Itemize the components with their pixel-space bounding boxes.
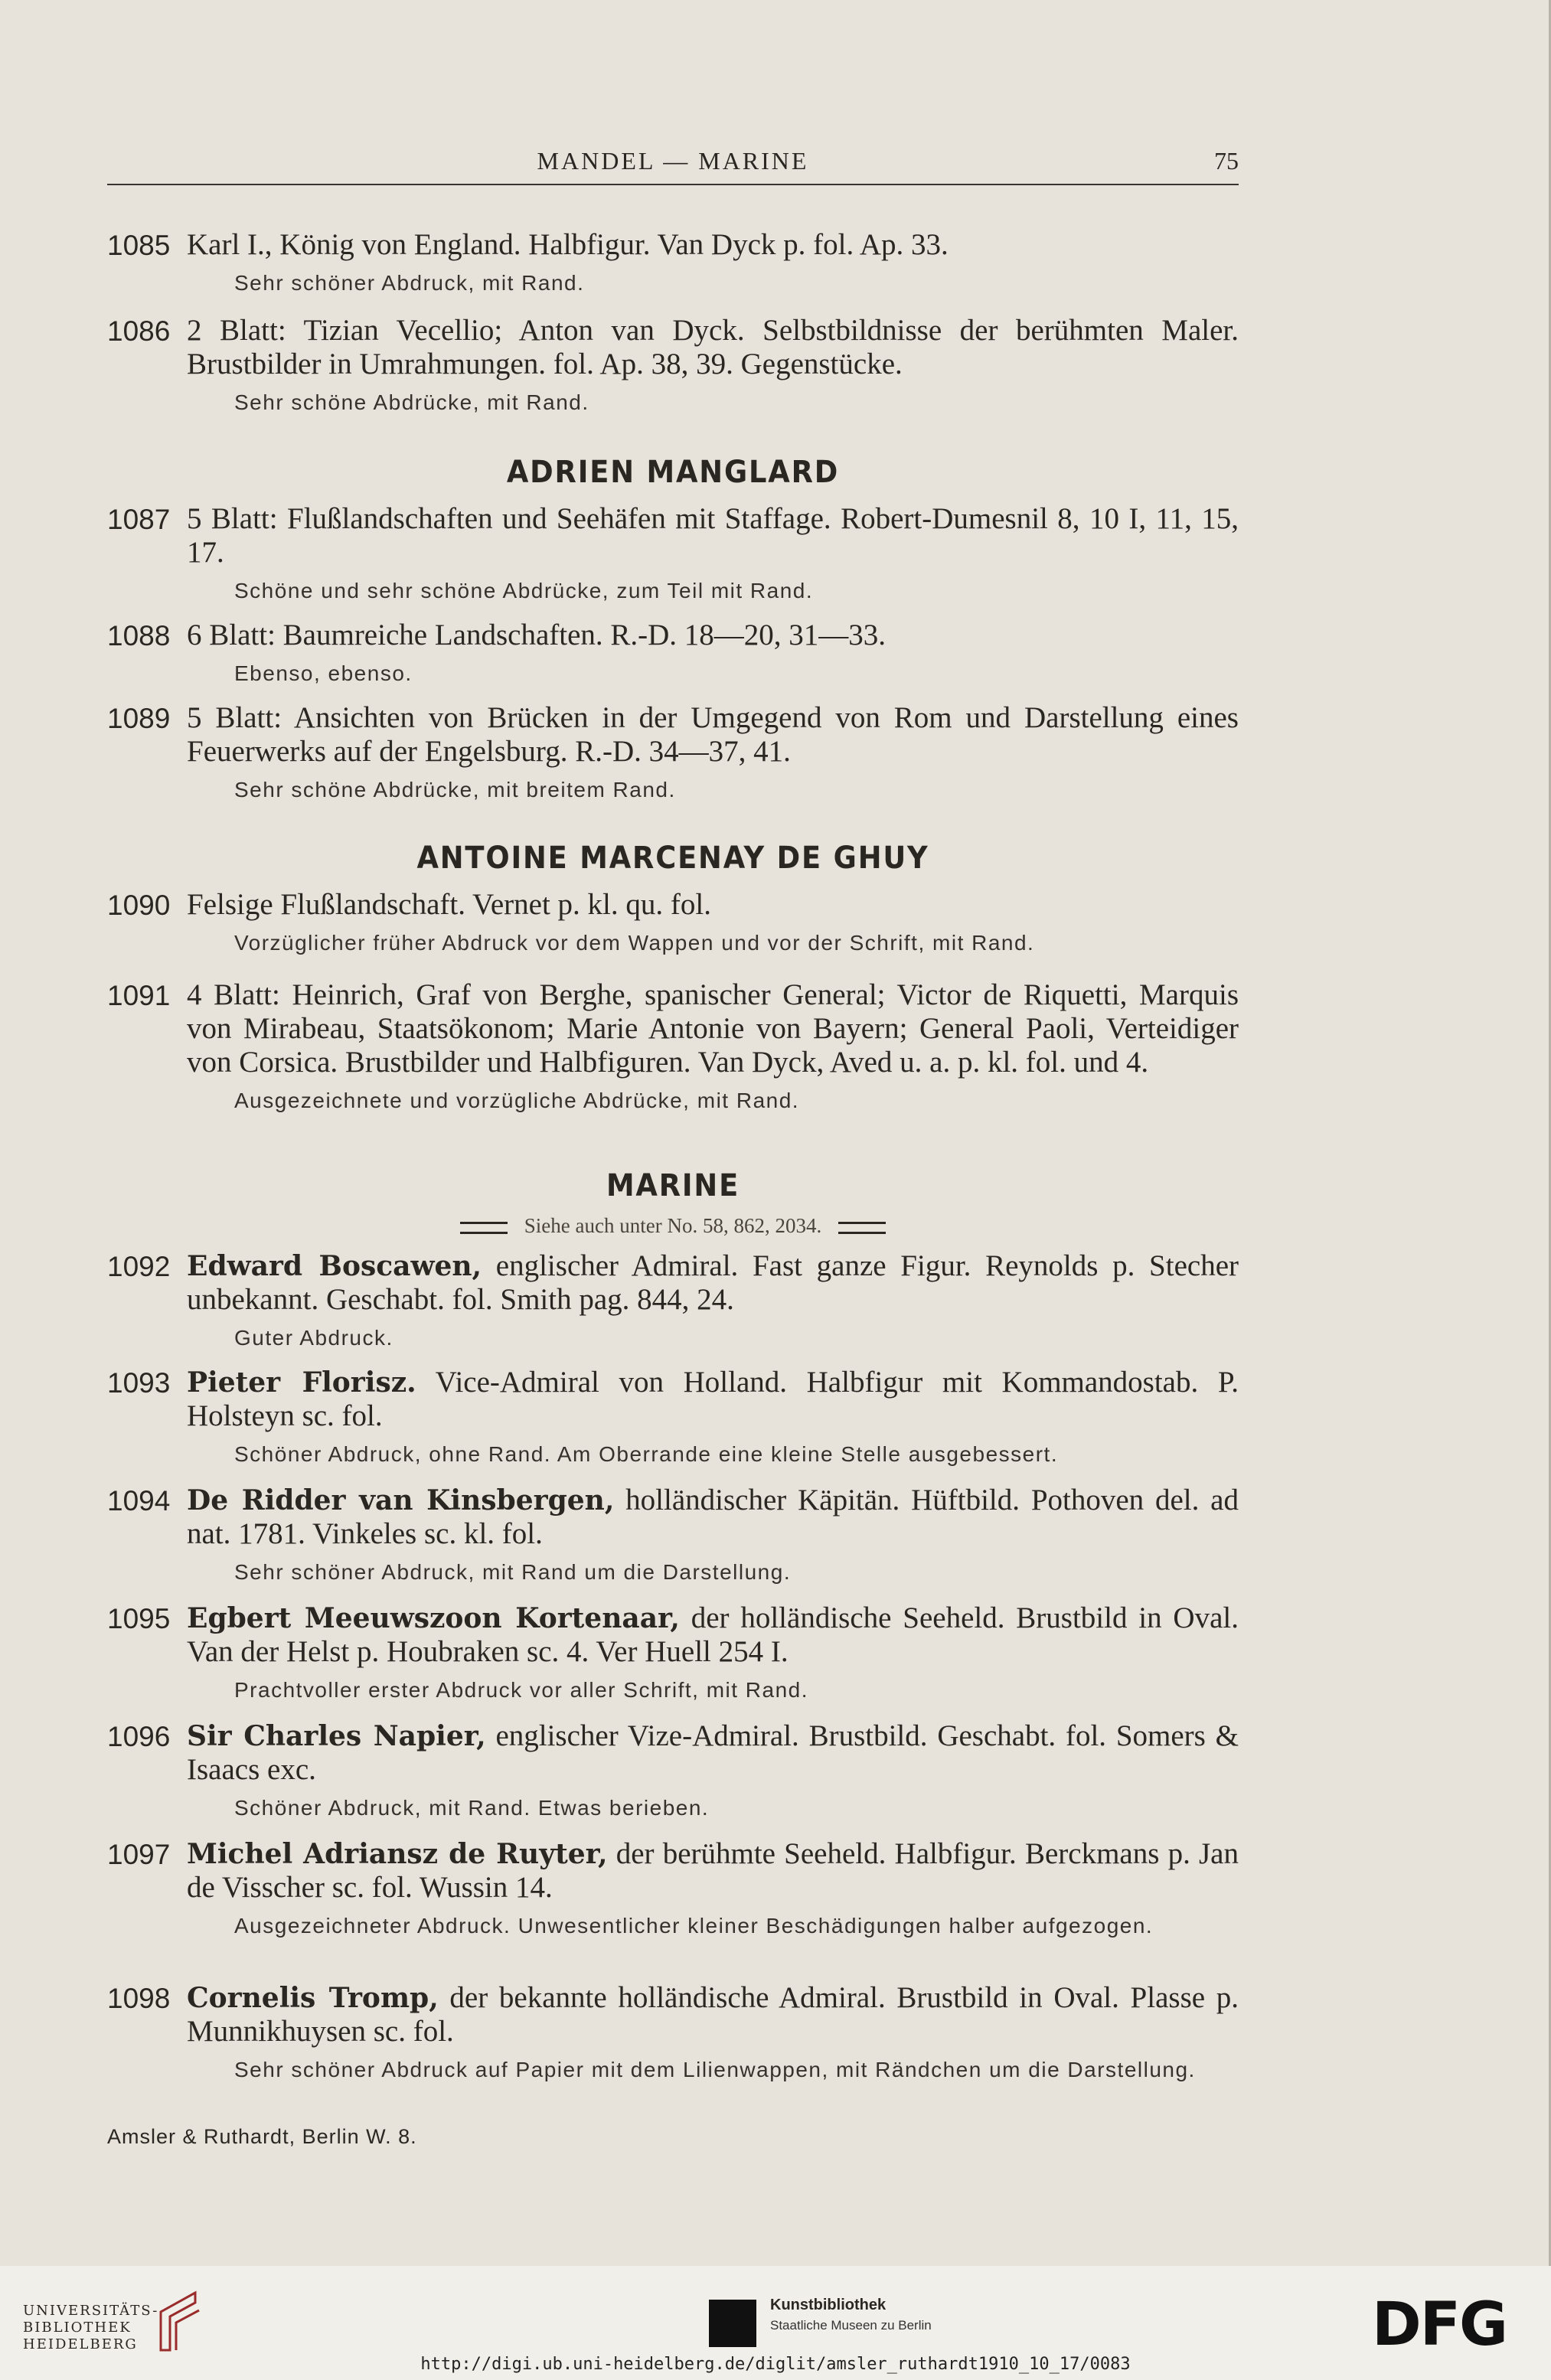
ub-logo-line: BIBLIOTHEK <box>23 2320 132 2336</box>
entry-note: Sehr schöne Abdrücke, mit breitem Rand. <box>234 778 676 801</box>
catalog-entry <box>107 978 1239 1115</box>
ub-heidelberg-logo[interactable] <box>23 2303 158 2353</box>
entry-note: Ausgezeichneter Abdruck. Unwesentlicher kleiner Beschädigungen halber aufgezogen. <box>234 1914 1154 1938</box>
catalog-entry <box>107 502 1239 605</box>
entry-number: 1089 <box>107 703 171 734</box>
entry-number: 1092 <box>107 1251 171 1282</box>
ub-logo-line: HEIDELBERG <box>23 2336 138 2352</box>
artist-heading: ANTOINE MARCENAY DE GHUY <box>416 841 929 876</box>
entry-text <box>187 1981 1239 2049</box>
catalog-entry <box>107 1484 1239 1586</box>
catalog-entry <box>107 1837 1239 1940</box>
entry-text: 6 Blatt: Baumreiche Landschaften. R.-D. 18—20, 31—33. <box>187 619 887 651</box>
printer-imprint: Amsler & Ruthardt, Berlin W. 8. <box>107 2125 417 2148</box>
catalog-entry <box>107 701 1239 804</box>
entry-name: Egbert Meeuwszoon Kortenaar, <box>187 1602 680 1634</box>
entry-number: 1096 <box>107 1721 171 1752</box>
entry-note: Ebenso, ebenso. <box>234 661 413 685</box>
entry-number: 1086 <box>107 315 171 347</box>
dfg-logo[interactable]: DFG <box>1372 2290 1507 2359</box>
entry-number: 1097 <box>107 1839 171 1870</box>
catalog-entry <box>107 1249 1239 1352</box>
entry-number: 1091 <box>107 980 171 1011</box>
entry-number: 1098 <box>107 1983 171 2014</box>
artist-heading: ADRIEN MANGLARD <box>506 455 840 490</box>
catalog-entry <box>107 314 1239 416</box>
running-title: MANDEL — MARINE <box>537 147 809 175</box>
entry-description: englischer Vize-Admiral. Brustbild. Geschabt. fol. Somers & Isaacs exc. <box>187 1719 1239 1786</box>
see-also-text: Siehe auch unter No. 58, 862, 2034. <box>524 1214 822 1237</box>
catalog-entry <box>107 1981 1239 2084</box>
see-also-line <box>107 1214 1239 1238</box>
entry-note: Sehr schöner Abdruck, mit Rand. <box>234 271 585 295</box>
entry-text <box>187 1837 1239 1905</box>
entry-text <box>187 1484 1239 1551</box>
section-heading: MARINE <box>606 1168 740 1203</box>
entry-name: Edward Boscawen, <box>187 1250 482 1282</box>
rule-ornament <box>838 1222 886 1234</box>
entry-text: 2 Blatt: Tizian Vecellio; Anton van Dyck. Selbstbildnisse der berühmten Maler. Brustbilder in Umrahmungen. fol. Ap. 38, 39. Gegenstücke. <box>187 314 1239 380</box>
entry-number: 1095 <box>107 1603 171 1634</box>
entry-description: englischer Admiral. Fast ganze Figur. Reynolds p. Stecher unbekannt. Geschabt. fol. Smith pag. 844, 24. <box>187 1249 1239 1316</box>
entry-text <box>187 1601 1239 1669</box>
entry-number: 1088 <box>107 620 171 651</box>
entry-number: 1085 <box>107 230 171 261</box>
catalog-entry <box>107 888 1239 957</box>
entry-note: Schöne und sehr schöne Abdrücke, zum Teil mit Rand. <box>234 579 814 602</box>
ub-mark-icon <box>153 2289 214 2358</box>
entry-note: Prachtvoller erster Abdruck vor aller Schrift, mit Rand. <box>234 1678 809 1702</box>
kunstbibliothek-square-icon <box>709 2300 756 2347</box>
entry-note: Schöner Abdruck, ohne Rand. Am Oberrande eine kleine Stelle ausgebessert. <box>234 1442 1059 1466</box>
entry-number: 1090 <box>107 890 171 921</box>
entry-text: Felsige Flußlandschaft. Vernet p. kl. qu. fol. <box>187 888 711 921</box>
entry-description: der holländische Seeheld. Brustbild in Oval. Van der Helst p. Houbraken sc. 4. Ver Huell 254 I. <box>187 1601 1239 1668</box>
entry-name: Sir Charles Napier, <box>187 1720 486 1752</box>
catalog-entry <box>107 1719 1239 1822</box>
entry-description: Vice-Admiral von Holland. Halbfigur mit Kommandostab. P. Holsteyn sc. fol. <box>187 1366 1239 1432</box>
entry-note: Guter Abdruck. <box>234 1326 393 1350</box>
entry-note: Sehr schöne Abdrücke, mit Rand. <box>234 390 589 414</box>
entry-name: De Ridder van Kinsbergen, <box>187 1484 615 1516</box>
ub-logo-line: UNIVERSITÄTS- <box>23 2303 159 2319</box>
permalink-url[interactable]: http://digi.ub.uni-heidelberg.de/diglit/amsler_ruthardt1910_10_17/0083 <box>420 2355 1131 2374</box>
entry-note: Vorzüglicher früher Abdruck vor dem Wappen und vor der Schrift, mit Rand. <box>234 931 1035 955</box>
kb-title: Kunstbibliothek <box>770 2297 887 2313</box>
catalog-entry <box>107 619 1239 687</box>
entry-note: Ausgezeichnete und vorzügliche Abdrücke, mit Rand. <box>234 1089 800 1112</box>
entry-text <box>187 1719 1239 1787</box>
entry-description: holländischer Käpitän. Hüftbild. Pothoven del. ad nat. 1781. Vinkeles sc. kl. fol. <box>187 1484 1239 1550</box>
entry-number: 1093 <box>107 1367 171 1399</box>
entry-number: 1094 <box>107 1485 171 1516</box>
entry-note: Sehr schöner Abdruck, mit Rand um die Darstellung. <box>234 1560 792 1584</box>
entry-text: 5 Blatt: Ansichten von Brücken in der Umgegend von Rom und Darstellung eines Feuerwerks auf der Engelsburg. R.-D. 34—37, 41. <box>187 701 1239 768</box>
entry-text: 5 Blatt: Flußlandschaften und Seehäfen mit Staffage. Robert-Dumesnil 8, 10 I, 11, 15, 17. <box>187 502 1239 569</box>
entry-name: Cornelis Tromp, <box>187 1982 439 2014</box>
kb-subtitle: Staatliche Museen zu Berlin <box>770 2318 932 2333</box>
entry-text <box>187 1366 1239 1433</box>
entry-text: 4 Blatt: Heinrich, Graf von Berghe, spanischer General; Victor de Riquetti, Marquis von Mirabeau, Staatsökonom; Marie Antonie von Bayern; General Paoli, Verteidiger von Corsica. Brustbilder und Halbfiguren. Van Dyck, Aved u. a. p. kl. fol. und 4. <box>187 978 1239 1079</box>
entry-name: Michel Adriansz de Ruyter, <box>187 1838 608 1870</box>
rule-ornament <box>460 1222 508 1234</box>
entry-text: Karl I., König von England. Halbfigur. Van Dyck p. fol. Ap. 33. <box>187 228 949 261</box>
entry-text <box>187 1249 1239 1317</box>
catalog-entry <box>107 1366 1239 1468</box>
running-head <box>107 144 1239 185</box>
entry-number: 1087 <box>107 504 171 535</box>
entry-note: Schöner Abdruck, mit Rand. Etwas berieben. <box>234 1796 710 1820</box>
page-number: 75 <box>1214 147 1239 175</box>
entry-description: der bekannte holländische Admiral. Brustbild in Oval. Plasse p. Munnikhuysen sc. fol. <box>187 1981 1239 2048</box>
entry-description: der berühmte Seeheld. Halbfigur. Berckmans p. Jan de Visscher sc. fol. Wussin 14. <box>187 1837 1239 1904</box>
catalog-entry <box>107 228 1239 297</box>
entry-name: Pieter Florisz. <box>187 1366 416 1399</box>
catalog-entry <box>107 1601 1239 1704</box>
entry-note: Sehr schöner Abdruck auf Papier mit dem Lilienwappen, mit Rändchen um die Darstellung. <box>234 2058 1196 2081</box>
